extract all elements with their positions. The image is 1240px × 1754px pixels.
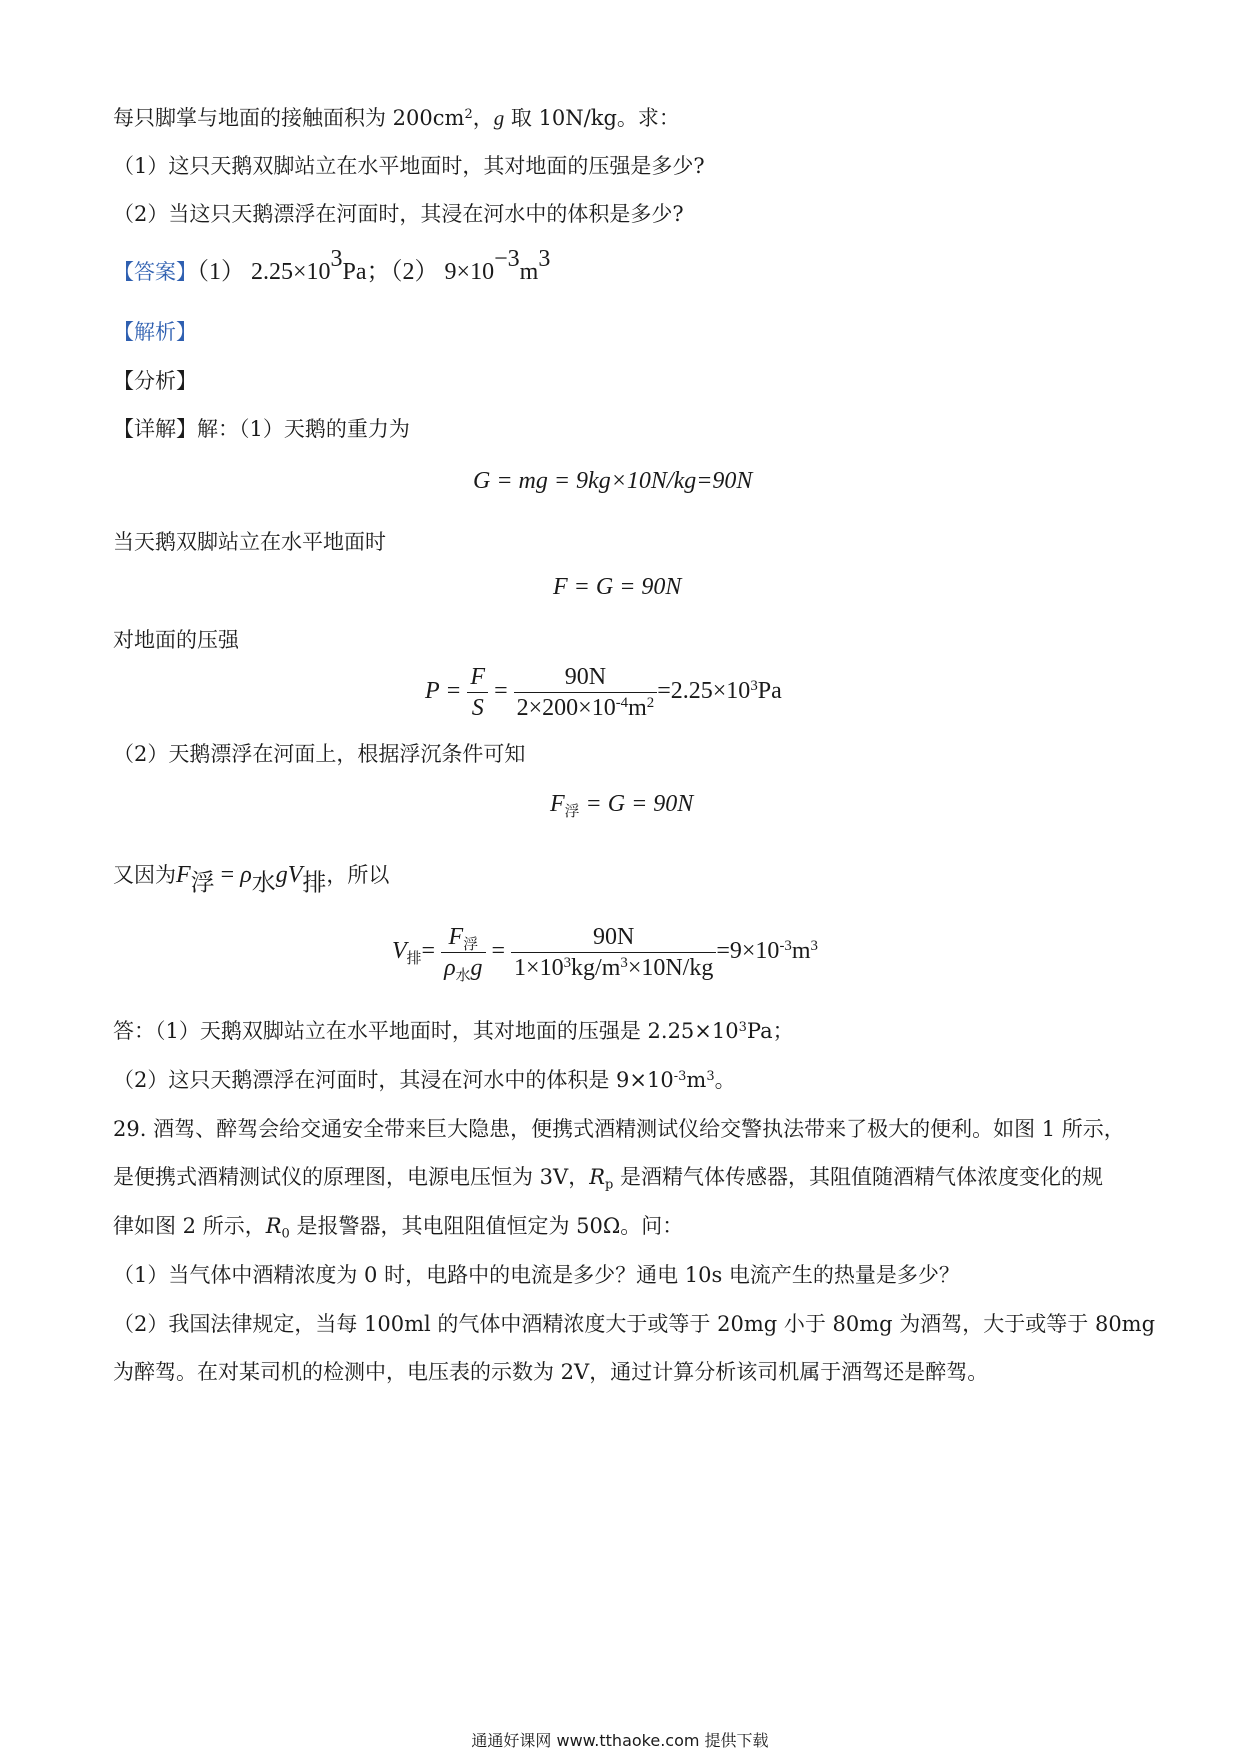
sub-question-1: （1）这只天鹅双脚站立在水平地面时，其对地面的压强是多少?: [113, 154, 705, 178]
stand-text: 当天鹅双脚站立在水平地面时: [113, 530, 386, 554]
q29-sub-question-2-line-1: （2）我国法律规定，当每 100ml 的气体中酒精浓度大于或等于 20mg 小于 80mg 为酒驾，大于或等于 80mg: [113, 1312, 1156, 1336]
fenxi-label: 【分析】: [113, 369, 197, 393]
analysis-label: 【解析】: [113, 320, 197, 344]
detail-line: 【详解】解：（1）天鹅的重力为: [113, 417, 410, 441]
equation-force: F = G = 90N: [553, 574, 682, 600]
conclusion-2: （2）这只天鹅漂浮在河面时，其浸在河水中的体积是 $9\times 10^{-3}m^3$。: [113, 1068, 736, 1092]
equation-pressure: P = $\frac{F}{S}$ = $\frac{90N}{2\times 200\times 10^{-4}m^2}$ $=2.25\times 10^3Pa$: [425, 664, 782, 721]
page-footer: 通通好课网 www.tthaoke.com 提供下载: [471, 1731, 769, 1750]
q29-line-1: 29. 酒驾、醉驾会给交通安全带来巨大隐患，便携式酒精测试仪给交警执法带来了极大的便利。如图 1 所示，: [113, 1117, 1125, 1141]
equation-volume: $V_排=$ $\frac{F_浮}{\rho_水g}$ = $\frac{90N}{1\times 10^3kg/m^3\times 10N/kg}$ $=9\times 10^{-3}m^3$: [392, 924, 818, 985]
equation-buoyancy: $F_浮 = G = 90N$: [550, 791, 694, 821]
answer-label: 【答案】: [113, 260, 197, 284]
part2-text: （2）天鹅漂浮在河面上，根据浮沉条件可知: [113, 742, 526, 766]
because-line: 又因为$F_浮 = \rho_水gV_排$，所以: [113, 862, 390, 897]
sub-question-2: （2）当这只天鹅漂浮在河面时，其浸在河水中的体积是多少?: [113, 202, 684, 226]
equation-gravity: G = mg = 9kg×10N/kg=90N: [473, 468, 753, 494]
conclusion-1: 答：（1）天鹅双脚站立在水平地面时，其对地面的压强是 $2.25\times 10^3Pa$；: [113, 1019, 794, 1043]
q29-line-2: 是便携式酒精测试仪的原理图，电源电压恒为 3V，$R_p$ 是酒精气体传感器，其阻值随酒精气体浓度变化的规: [113, 1165, 1104, 1193]
pressure-text: 对地面的压强: [113, 628, 239, 652]
q29-sub-question-2-line-2: 为醉驾。在对某司机的检测中，电压表的示数为 2V，通过计算分析该司机属于酒驾还是醉驾。: [113, 1360, 989, 1384]
answer-line: 【答案】（1） $2.25\times 10^3Pa$；（2） $9\times 10^{-3}m^3$: [113, 245, 551, 285]
q29-sub-question-1: （1）当气体中酒精浓度为 0 时，电路中的电流是多少？通电 10s 电流产生的热量是多少？: [113, 1263, 960, 1287]
question-intro-line: 每只脚掌与地面的接触面积为 $200cm^2$，g 取 10N/kg。求：: [113, 106, 680, 130]
q29-line-3: 律如图 2 所示，$R_0$ 是报警器，其电阻阻值恒定为 50Ω。问：: [113, 1214, 684, 1242]
